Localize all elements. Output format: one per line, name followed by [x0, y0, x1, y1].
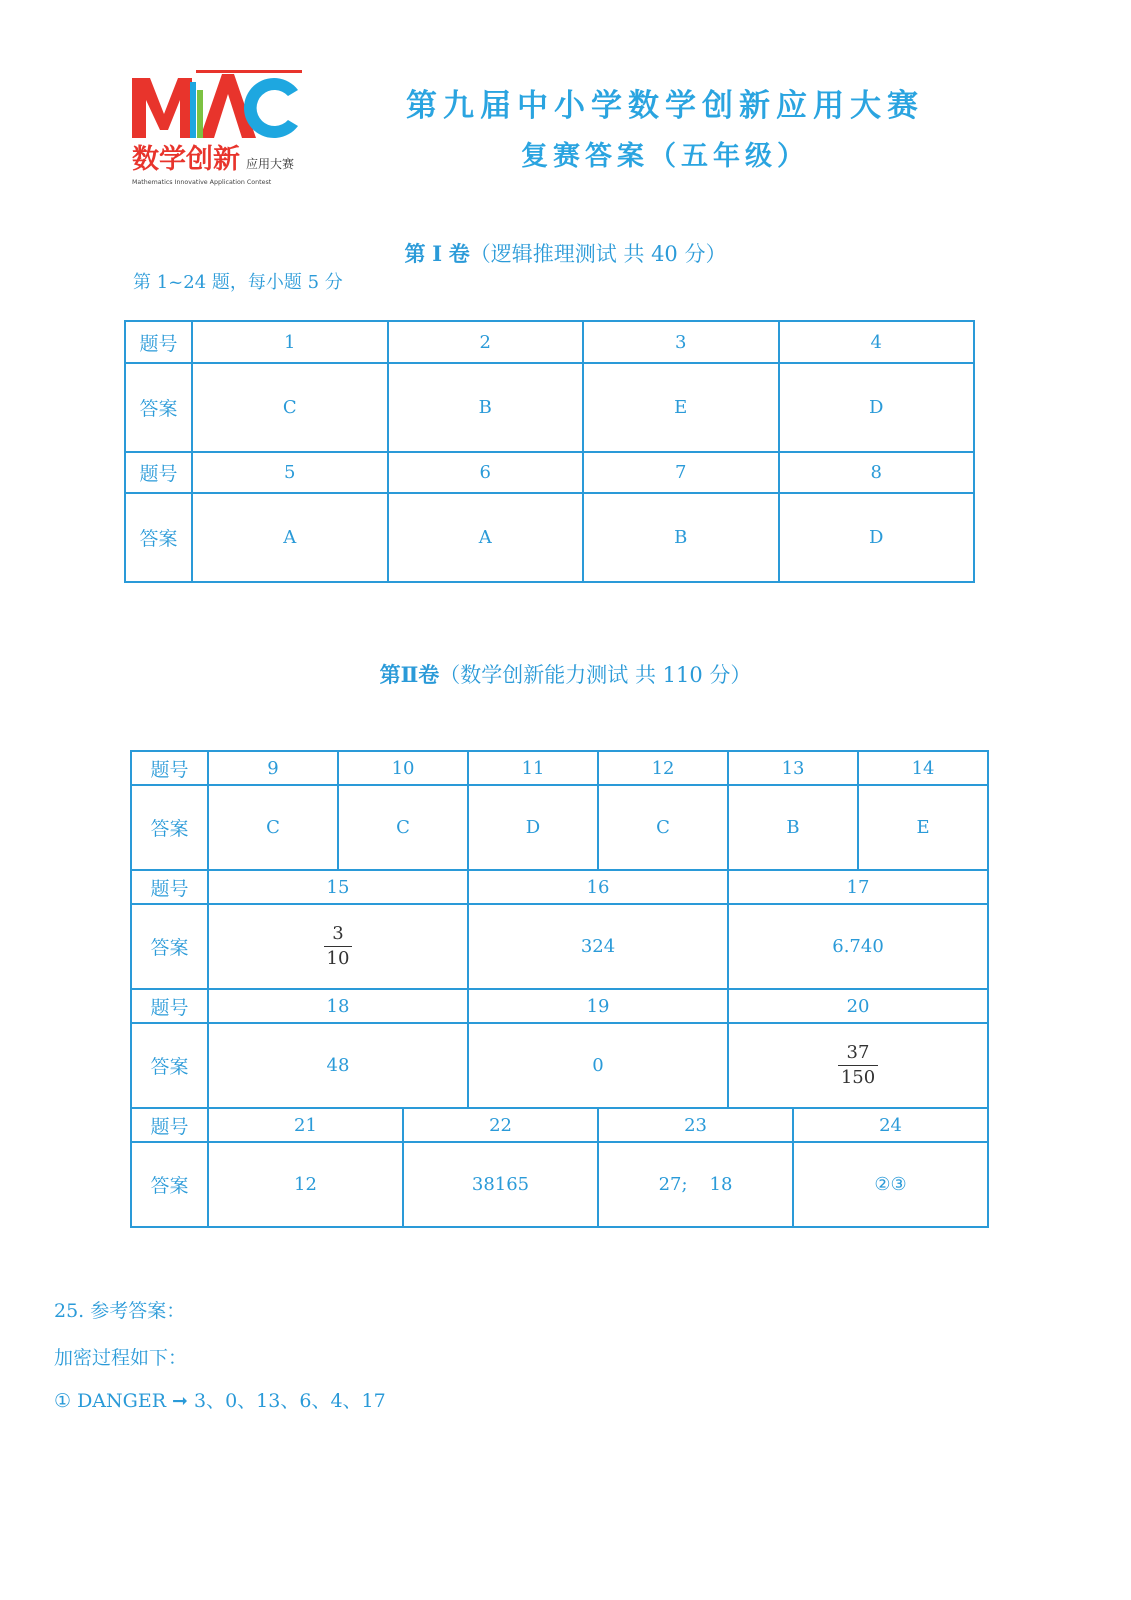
- answer-cell: 6.740: [728, 904, 988, 989]
- arrow-icon: ➞: [172, 1390, 188, 1412]
- logo-m-letter: [132, 78, 192, 138]
- section2-answer-table: [130, 750, 989, 1228]
- table-row: [125, 452, 974, 493]
- question-number: 2: [388, 321, 584, 363]
- answer-label: 答案: [131, 1142, 208, 1227]
- q25-process: 加密过程如下：: [54, 1347, 188, 1369]
- section1-answer-table: [124, 320, 975, 583]
- question-number: 12: [598, 751, 728, 785]
- table-row: [131, 785, 988, 870]
- q25-step1-prefix: ① DANGER: [54, 1390, 173, 1412]
- section2-title-rest: （数学创新能力测试 共 110 分）: [439, 663, 752, 687]
- answer-cell: [598, 1142, 793, 1227]
- fraction-numerator: 3: [324, 922, 353, 947]
- table-row: [131, 904, 988, 989]
- mac-logo: [130, 64, 306, 190]
- answer-cell: D: [779, 493, 975, 582]
- question-label: 题号: [131, 870, 208, 904]
- answer-cell: E: [583, 363, 779, 452]
- fraction-numerator: 37: [838, 1041, 878, 1066]
- answer-cell: D: [779, 363, 975, 452]
- answer-cell: A: [192, 493, 388, 582]
- question-number: 22: [403, 1108, 598, 1142]
- fraction-answer: [324, 922, 353, 971]
- answer-cell: 38165: [403, 1142, 598, 1227]
- question-number: 7: [583, 452, 779, 493]
- table-row: [131, 870, 988, 904]
- question-number: 5: [192, 452, 388, 493]
- question-number: 24: [793, 1108, 988, 1142]
- question-number: 23: [598, 1108, 793, 1142]
- answer-cell: A: [388, 493, 584, 582]
- question-number: 15: [208, 870, 468, 904]
- question-number: 13: [728, 751, 858, 785]
- table-row: [131, 1023, 988, 1108]
- section1-instructions: 第 1~24 题，每小题 5 分: [133, 272, 343, 293]
- question-number: 21: [208, 1108, 403, 1142]
- answer-cell: [728, 1023, 988, 1108]
- answer-cell: 324: [468, 904, 728, 989]
- answer-label: 答案: [131, 904, 208, 989]
- table-row: [125, 493, 974, 582]
- answer-label: 答案: [125, 363, 192, 452]
- q25-step1-result: 3、0、13、6、4、17: [187, 1390, 386, 1412]
- question-label: 题号: [131, 989, 208, 1023]
- answer-cell: C: [192, 363, 388, 452]
- answer-part: 18: [709, 1174, 733, 1195]
- answer-label: 答案: [131, 1023, 208, 1108]
- table-row: [131, 1142, 988, 1227]
- logo-cn-small: 应用大赛: [246, 157, 295, 171]
- answer-cell: B: [388, 363, 584, 452]
- question-number: 11: [468, 751, 598, 785]
- question-number: 3: [583, 321, 779, 363]
- table-row: [131, 989, 988, 1023]
- question-number: 10: [338, 751, 468, 785]
- question-label: 题号: [131, 751, 208, 785]
- fraction-denominator: 150: [840, 1067, 876, 1088]
- answer-part: 27;: [658, 1174, 688, 1195]
- table-row: [125, 363, 974, 452]
- answer-cell: 0: [468, 1023, 728, 1108]
- logo-cn-text: 数学创新: [132, 144, 240, 175]
- table-row: [131, 1108, 988, 1142]
- question-number: 1: [192, 321, 388, 363]
- section1-title-vol: 卷: [448, 241, 470, 266]
- q25-step1: [54, 1386, 386, 1413]
- answer-cell: 48: [208, 1023, 468, 1108]
- answer-cell: C: [598, 785, 728, 870]
- question-number: 4: [779, 321, 975, 363]
- q25-heading: 25. 参考答案：: [54, 1300, 186, 1322]
- answer-cell: E: [858, 785, 988, 870]
- question-number: 17: [728, 870, 988, 904]
- table-row: [131, 751, 988, 785]
- section2-title: [0, 659, 1131, 689]
- logo-en-text: Mathematics Innovative Application Contest: [132, 179, 272, 186]
- question-number: 18: [208, 989, 468, 1023]
- answer-cell: [208, 904, 468, 989]
- answer-cell: C: [208, 785, 338, 870]
- question-number: 19: [468, 989, 728, 1023]
- answer-label: 答案: [125, 493, 192, 582]
- question-number: 16: [468, 870, 728, 904]
- question-label: 题号: [125, 321, 192, 363]
- answer-cell: 12: [208, 1142, 403, 1227]
- question-number: 8: [779, 452, 975, 493]
- question-number: 20: [728, 989, 988, 1023]
- page-subtitle: 复赛答案（五年级）: [521, 141, 809, 172]
- section1-title-prefix: 第: [404, 241, 426, 266]
- answer-cell: C: [338, 785, 468, 870]
- question-label: 题号: [131, 1108, 208, 1142]
- page-title: 第九届中小学数学创新应用大赛: [406, 88, 924, 124]
- answer-cell: D: [468, 785, 598, 870]
- section1-title-num: Ⅰ: [432, 241, 443, 266]
- question-number: 6: [388, 452, 584, 493]
- question-label: 题号: [125, 452, 192, 493]
- answer-cell: ②③: [793, 1142, 988, 1227]
- answer-cell: B: [583, 493, 779, 582]
- section1-title-rest: （逻辑推理测试 共 40 分）: [469, 242, 727, 266]
- fraction-denominator: 10: [326, 948, 350, 969]
- fraction-answer: [838, 1041, 878, 1090]
- question-number: 14: [858, 751, 988, 785]
- answer-label: 答案: [131, 785, 208, 870]
- section1-title: [0, 238, 1131, 268]
- section2-title-prefix: 第Ⅱ卷: [379, 662, 440, 687]
- table-row: [125, 321, 974, 363]
- question-number: 9: [208, 751, 338, 785]
- answer-cell: B: [728, 785, 858, 870]
